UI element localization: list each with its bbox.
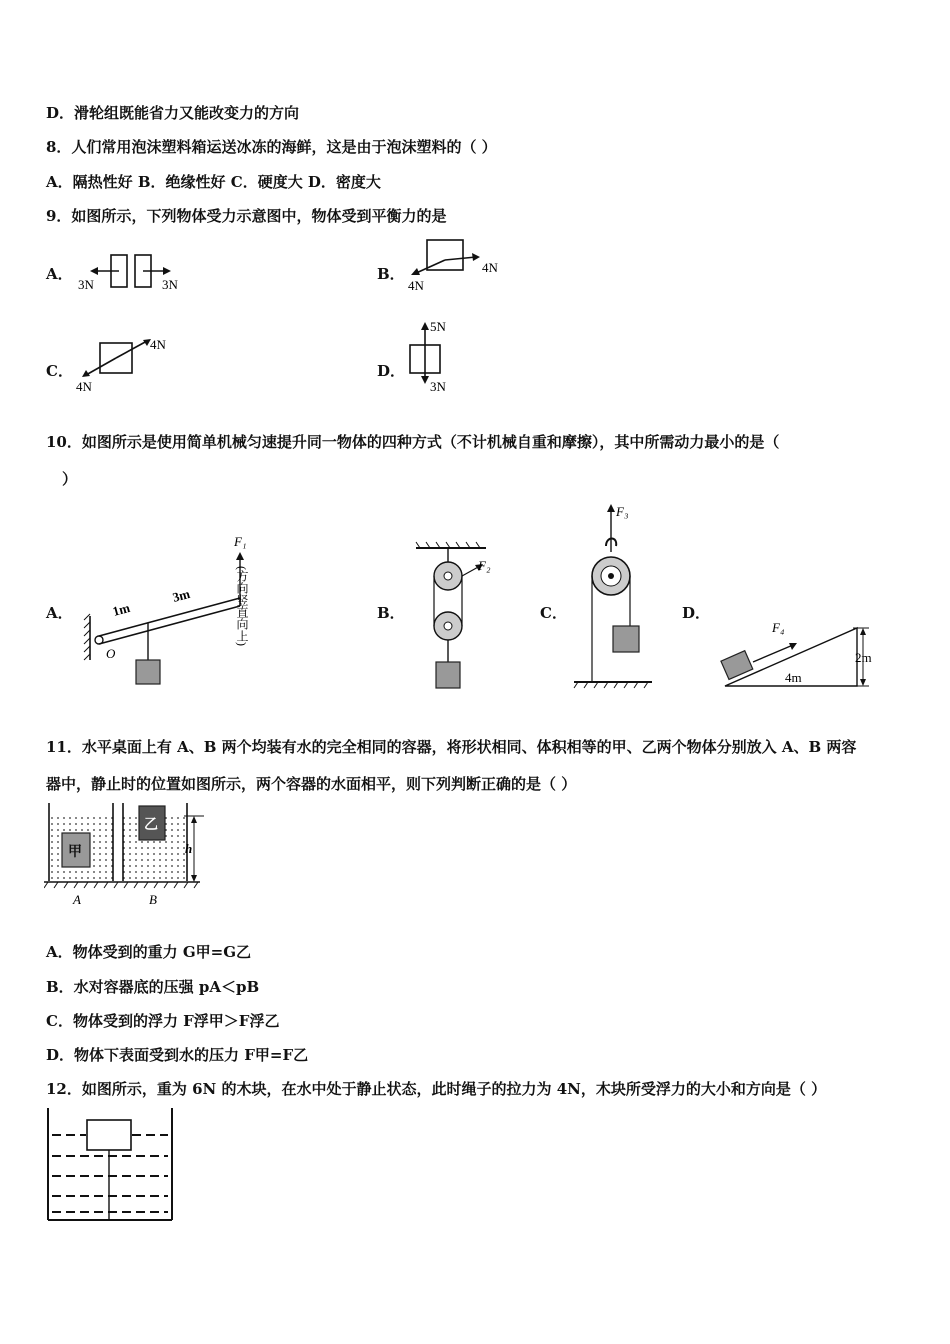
- q11-option-b: B．水对容器底的压强 pA＜pB: [46, 978, 260, 996]
- q9-b-right-force: 4N: [482, 260, 498, 275]
- q10-label-a: A．: [46, 604, 73, 622]
- q12-stem: 12．如图所示，重为 6N 的木块，在水中处于静止状态，此时绳子的拉力为 4N，木块所受浮力的大小和方向是（ ）: [46, 1080, 827, 1098]
- q11-obj-yi: 乙: [144, 818, 158, 833]
- q9-figure-a: [70, 245, 200, 295]
- q9-figure-c: [70, 333, 190, 397]
- q10-d-height: 2m: [855, 650, 872, 665]
- q9-label-b: B．: [377, 265, 405, 283]
- q8-stem: 8．人们常用泡沫塑料箱运送冰冻的海鲜，这是由于泡沫塑料的（ ）: [46, 138, 497, 156]
- q7-option-d: D．滑轮组既能省力又能改变力的方向: [46, 104, 300, 122]
- q8-options: A．隔热性好 B．绝缘性好 C．硬度大 D．密度大: [46, 173, 381, 191]
- q10-a-len2: 3m: [170, 585, 192, 605]
- q10-stem-line1: 10．如图所示是使用简单机械匀速提升同一物体的四种方式（不计机械自重和摩擦），其中所需动力最小的是（: [46, 433, 780, 451]
- q11-stem-line1: 11．水平桌面上有 A、B 两个均装有水的完全相同的容器，将形状相同、体积相等的甲、乙两个物体分别放入 A、B 两容: [46, 738, 857, 756]
- q9-figure-b: [400, 232, 510, 294]
- q10-d-length: 4m: [785, 670, 802, 685]
- q9-c-top-force: 4N: [150, 337, 166, 352]
- q12-figure-tank: [44, 1104, 178, 1224]
- q10-figure-pulley-block: [410, 540, 510, 692]
- q10-label-c: C．: [540, 604, 567, 622]
- q9-stem: 9．如图所示，下列物体受力示意图中，物体受到平衡力的是: [46, 207, 447, 225]
- q10-figure-incline: [715, 610, 890, 692]
- q10-figure-lever: [80, 528, 270, 690]
- q9-d-top-force: 5N: [430, 319, 446, 334]
- q11-label-a: A: [73, 892, 81, 907]
- q9-a-left-force: 3N: [78, 277, 94, 292]
- q10-b-force: F₂: [478, 558, 491, 573]
- q10-label-b: B．: [377, 604, 405, 622]
- q10-stem-line2: ）: [62, 470, 78, 488]
- q10-d-force: F₄: [772, 620, 785, 635]
- q11-obj-jia: 甲: [68, 845, 82, 860]
- q9-label-d: D．: [377, 362, 406, 380]
- q10-figure-fixed-pulley: [570, 498, 660, 692]
- q11-option-c: C．物体受到的浮力 F浮甲＞F浮乙: [46, 1012, 280, 1030]
- q9-label-a: A．: [46, 265, 73, 283]
- q10-a-len1: 1m: [110, 599, 132, 619]
- q10-label-d: D．: [682, 604, 711, 622]
- q9-b-left-force: 4N: [408, 278, 424, 293]
- q10-a-direction: (方向竖直向上): [235, 566, 249, 646]
- q9-label-c: C．: [46, 362, 73, 380]
- q11-height-label: h: [185, 841, 193, 856]
- q9-figure-d: [400, 318, 470, 396]
- q11-option-a: A．物体受到的重力 G甲=G乙: [46, 943, 252, 961]
- q11-label-b: B: [149, 892, 157, 907]
- q9-c-bottom-force: 4N: [76, 379, 92, 394]
- q11-stem-line2: 器中，静止时的位置如图所示，两个容器的水面相平，则下列判断正确的是（ ）: [46, 775, 577, 793]
- q10-c-force: F₃: [616, 504, 629, 519]
- q10-a-pivot: O: [106, 646, 116, 661]
- q11-figure-containers: [44, 798, 212, 910]
- q10-a-force: F₁: [234, 534, 247, 549]
- q9-d-bottom-force: 3N: [430, 379, 446, 394]
- q9-a-right-force: 3N: [162, 277, 178, 292]
- q11-option-d: D．物体下表面受到水的压力 F甲=F乙: [46, 1046, 309, 1064]
